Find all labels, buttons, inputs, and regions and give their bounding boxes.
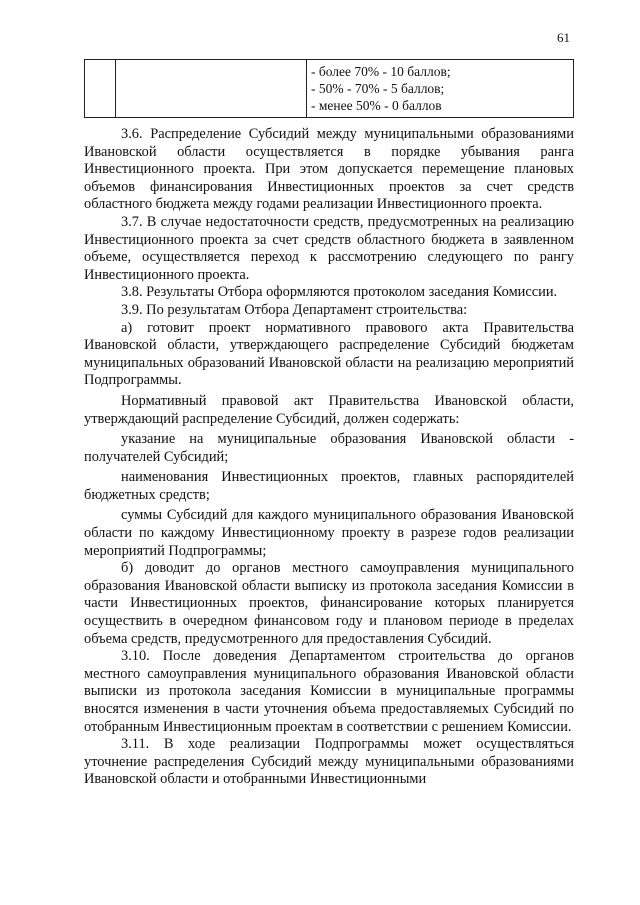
paragraph: 3.9. По результатам Отбора Департамент строительства: [121, 301, 468, 318]
paragraph: наименования Инвестиционных проектов, главных распорядителей бюджетных средств; [84, 469, 574, 503]
paragraph: 3.11. В ходе реализации Подпрограммы может осуществляться уточнение распределения Субсидий между муниципальными образованиями Ивановской области и отобранными Инвестиционными [84, 736, 574, 788]
criteria-table-row [85, 60, 574, 116]
paragraph: 3.7. В случае недостаточности средств, предусмотренных на реализацию Инвестиционного проекта за счет средств областного бюджета в заявленном объеме, осуществляется переход к рассмотрению следующего по рангу Инвестиционного проекта. [84, 213, 574, 283]
paragraph: а) готовит проект нормативного правового акта Правительства Ивановской области, утверждающего распределение Субсидий бюджетам муниципальных образований Ивановской области на реализацию мероприятий Подпрограммы. [84, 319, 574, 389]
paragraph: 3.8. Результаты Отбора оформляются протоколом заседания Комиссии. [121, 284, 558, 301]
paragraph: Нормативный правовой акт Правительства Ивановской области, утверждающий распределение Субсидий, должен содержать: [84, 392, 574, 427]
table-cell [307, 60, 574, 116]
paragraph: 3.10. После доведения Департаментом строительства до органов местного самоуправления муниципального образования Ивановской области выписки из протокола заседания Комиссии в муниципальные программы вносятся изменения в части уточнения объема предоставляемых Субсидий по отобранным Инвестиционным проектам в соответствии с решением Комиссии. [84, 648, 574, 735]
criteria-line: - более 70% - 10 баллов; [311, 64, 451, 79]
criteria-table-row [85, 115, 574, 118]
table-cell [116, 115, 307, 118]
table-cell [116, 60, 307, 116]
document-body [84, 126, 574, 789]
table-cell [85, 60, 116, 116]
table-cell [307, 115, 574, 118]
paragraph: указание на муниципальные образования Ивановской области - получателей Субсидий; [84, 431, 574, 465]
criteria-line: - менее 50% - 0 баллов [311, 98, 442, 113]
paragraph: 3.6. Распределение Субсидий между муниципальными образованиями Ивановской области осуществляется в порядке убывания ранга Инвестиционного проекта. При этом допускается перемещение плановых объемов финансирования Инвестиционных проектов за счет средств областного бюджета между годами реализации Инвестиционного проекта. [84, 126, 574, 213]
paragraph: б) доводит до органов местного самоуправления муниципального образования Ивановской области выписку из протокола заседания Комиссии в части Инвестиционных проектов, финансирование которых планируется осуществить в очередном финансовом году и плановом периоде в пределах объема средств, предусмотренного для предоставления Субсидий. [84, 560, 574, 647]
paragraph: суммы Субсидий для каждого муниципального образования Ивановской области по каждому Инвестиционному проекту в разрезе годов реализации мероприятий Подпрограммы; [84, 507, 574, 559]
criteria-table [84, 59, 574, 118]
criteria-line: - 50% - 70% - 5 баллов; [311, 81, 445, 96]
page-number: 61 [557, 30, 570, 45]
table-cell [85, 115, 116, 118]
